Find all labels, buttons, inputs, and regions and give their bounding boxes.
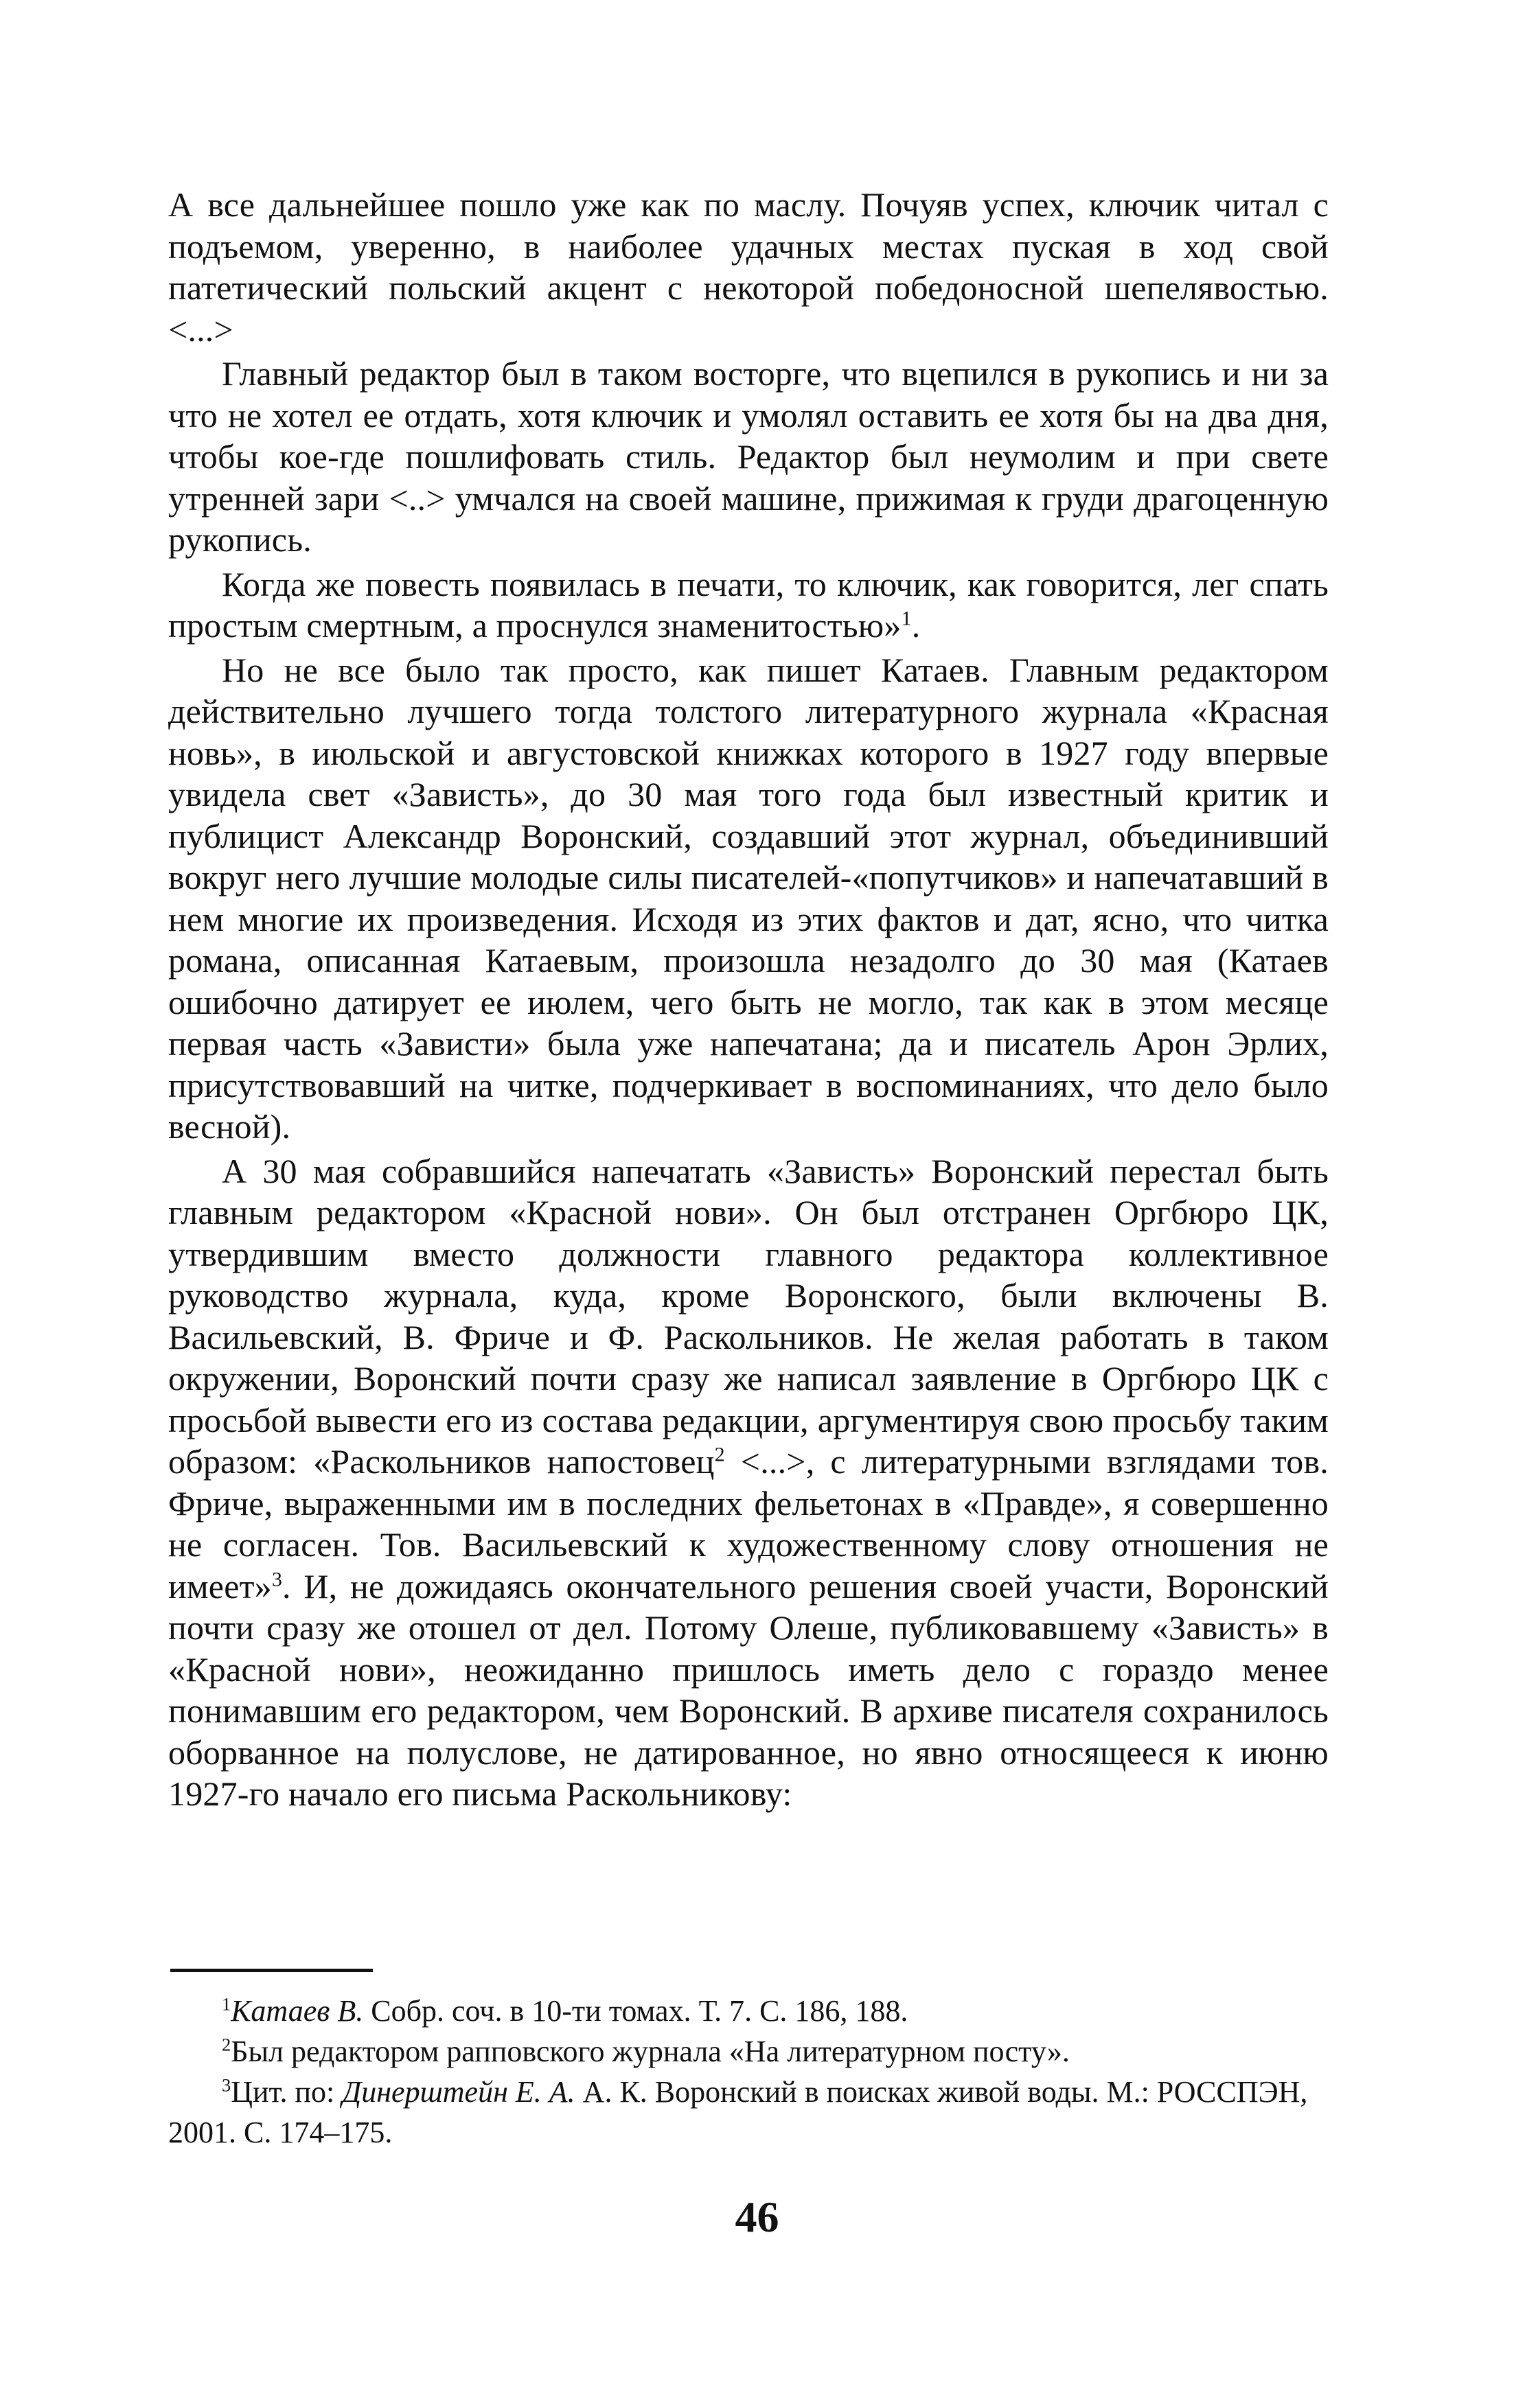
paragraph-4 xyxy=(168,649,1329,1148)
footnotes xyxy=(168,1991,1329,2153)
paragraph-3-text: Когда же повесть появилась в печати, то ключик, как говорится, лег спать простым смертным, а проснулся знаменитостью» xyxy=(168,564,1329,645)
paragraph-3 xyxy=(168,564,1329,647)
footnote-2-number: 2 xyxy=(222,2034,231,2055)
footnote-2-text: Был редактором рапповского журнала «На литературном посту». xyxy=(231,2035,1070,2068)
footnote-3-text: А. К. Воронский в поисках живой воды. М.: РОССПЭН, 2001. С. 174–175. xyxy=(168,2075,1308,2149)
footnote-1 xyxy=(168,1991,1329,2031)
footnote-ref-2: 2 xyxy=(714,1443,725,1466)
footnote-1-author: Катаев В. xyxy=(231,1994,364,2028)
footnote-1-number: 1 xyxy=(222,1993,231,2015)
paragraph-4-text: Но не все было так просто, как пишет Катаев. Главным редактором действительно лучшего тогда толстого литературного журнала «Красная новь», в июльской и августовской книжках которого в 1927 году впервые увидела свет «Зависть», до 30 мая того года был известный критик и публицист Александр Воронский, создавший этот журнал, объединивший вокруг него лучшие молодые силы писателей-«попутчиков» и напечатавший в нем многие их произведения. Исходя из этих фактов и дат, ясно, что читка романа, описанная Катаевым, произошла незадолго до 30 мая (Катаев ошибочно датирует ее июлем, чего быть не могло, так как в этом месяце первая часть «Зависти» была уже напечатана; да и писатель Арон Эрлих, присутствовавший на читке, подчеркивает в воспоминаниях, что дело было весной). xyxy=(168,650,1329,1146)
footnote-3-prefix: Цит. по: xyxy=(231,2075,343,2109)
footnote-1-text: Собр. соч. в 10-ти томах. Т. 7. С. 186, 188. xyxy=(363,1994,908,2028)
footnote-3-number: 3 xyxy=(222,2074,231,2096)
footnote-divider xyxy=(170,1969,373,1972)
footnote-ref-1: 1 xyxy=(901,607,912,630)
footnote-3-author: Динерштейн Е. А. xyxy=(342,2075,575,2109)
main-text xyxy=(168,184,1329,1815)
paragraph-2 xyxy=(168,353,1329,561)
footnote-ref-3: 3 xyxy=(271,1567,283,1590)
footnote-2 xyxy=(168,2031,1329,2072)
footnote-3 xyxy=(168,2072,1329,2153)
paragraph-5-text-b: <...>, с литературными взглядами тов. Фриче, выраженными им в последних фельетонах в «Правде», я совершенно не согласен. Тов. Васильевский к художественному слову отношения не имеет» xyxy=(168,1442,1329,1606)
paragraph-1 xyxy=(168,184,1329,350)
paragraph-2-text: Главный редактор был в таком восторге, что вцепился в рукопись и ни за что не хотел ее отдать, хотя ключик и умолял оставить ее хотя бы на два дня, чтобы кое-где пошлифовать стиль. Редактор был неумолим и при свете утренней зари <..> умчался на своей машине, прижимая к груди драгоценную рукопись. xyxy=(168,354,1329,559)
paragraph-5-text-c: . И, не дожидаясь окончательного решения своей участи, Воронский почти сразу же отошел от дел. Потому Олеше, публиковавшему «Зависть» в «Красной нови», неожиданно пришлось иметь дело с гораздо менее понимавшим его редактором, чем Воронский. В архиве писателя сохранилось оборванное на полуслове, не датированное, но явно относящееся к июню 1927-го начало его письма Раскольникову: xyxy=(168,1566,1329,1813)
paragraph-1-text: А все дальнейшее пошло уже как по маслу. Почуяв успех, ключик читал с подъемом, уверенно, в наиболее удачных местах пуская в ход свой патетический польский акцент с некоторой победоносной шепелявостью. <...> xyxy=(168,185,1329,349)
paragraph-5 xyxy=(168,1150,1329,1815)
paragraph-3-end: . xyxy=(911,606,921,645)
paragraph-5-text-a: А 30 мая собравшийся напечатать «Зависть» Воронский перестал быть главным редактором «Красной нови». Он был отстранен Оргбюро ЦК, утвердившим вместо должности главного редактора коллективное руководство журнала, куда, кроме Воронского, были включены В. Васильевский, В. Фриче и Ф. Раскольников. Не желая работать в таком окружении, Воронский почти сразу же написал заявление в Оргбюро ЦК с просьбой вывести его из состава редакции, аргументируя свою просьбу таким образом: «Раскольников напостовец xyxy=(168,1151,1329,1481)
page-number: 46 xyxy=(735,2192,779,2241)
